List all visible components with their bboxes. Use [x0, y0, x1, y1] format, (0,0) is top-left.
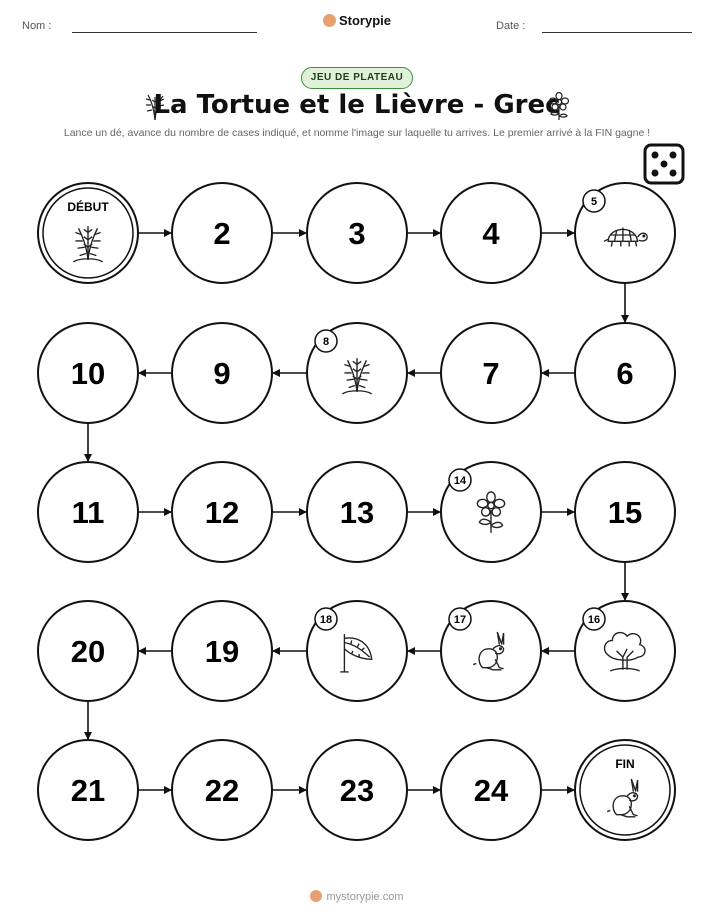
start-label: DÉBUT	[67, 200, 109, 214]
space-circle	[575, 740, 675, 840]
board-space-24[interactable]	[441, 740, 541, 840]
board-space-16[interactable]	[575, 601, 675, 701]
space-number: 14	[453, 475, 467, 487]
board-space-23[interactable]	[307, 740, 407, 840]
board-space-4[interactable]	[441, 183, 541, 283]
space-number: 19	[204, 634, 240, 669]
space-number: 6	[616, 356, 634, 391]
storypie-logo-icon	[310, 890, 322, 902]
space-number: 11	[71, 495, 105, 530]
space-number: 21	[70, 773, 106, 808]
board-space-2[interactable]	[172, 183, 272, 283]
space-number: 16	[587, 614, 601, 626]
board-space-5[interactable]	[575, 183, 675, 283]
board-space-18[interactable]	[307, 601, 407, 701]
board-space-11[interactable]	[38, 462, 138, 562]
board-space-10[interactable]	[38, 323, 138, 423]
board-space-17[interactable]	[441, 601, 541, 701]
space-number: 3	[348, 216, 366, 251]
space-number: 10	[70, 356, 106, 391]
space-number: 15	[607, 495, 643, 530]
space-number: 8	[322, 336, 330, 348]
board-space-12[interactable]	[172, 462, 272, 562]
space-number: 9	[213, 356, 231, 391]
space-number: 13	[339, 495, 375, 530]
space-number: 17	[453, 614, 467, 626]
board-space-1[interactable]	[38, 183, 138, 283]
board-space-15[interactable]	[575, 462, 675, 562]
board-space-9[interactable]	[172, 323, 272, 423]
space-number: 23	[339, 773, 375, 808]
board-space-8[interactable]	[307, 323, 407, 423]
board-space-22[interactable]	[172, 740, 272, 840]
instructions-text: Lance un dé, avance du nombre de cases indiqué, et nomme l'image sur laquelle tu arrives. Le premier arrivé à la FIN gagne !	[63, 127, 651, 139]
end-label: FIN	[615, 757, 635, 771]
space-number: 4	[482, 216, 500, 251]
board-space-19[interactable]	[172, 601, 272, 701]
board-space-6[interactable]	[575, 323, 675, 423]
space-number: 7	[482, 356, 500, 391]
board-space-3[interactable]	[307, 183, 407, 283]
date-label: Date :	[496, 20, 526, 32]
board-space-21[interactable]	[38, 740, 138, 840]
footer	[0, 890, 714, 903]
space-number: 20	[70, 634, 106, 669]
brand-name: Storypie	[338, 13, 391, 28]
space-number: 18	[319, 614, 333, 626]
board-space-14[interactable]	[441, 462, 541, 562]
page-title: La Tortue et le Lièvre - Grec	[153, 90, 561, 120]
board-space-7[interactable]	[441, 323, 541, 423]
name-label: Nom :	[22, 20, 52, 32]
space-number: 2	[213, 216, 231, 251]
game-type-badge: JEU DE PLATEAU	[301, 67, 413, 89]
space-number: 22	[204, 773, 240, 808]
footer-url[interactable]: mystorypie.com	[326, 891, 404, 903]
space-number: 5	[590, 196, 598, 208]
board-space-13[interactable]	[307, 462, 407, 562]
board-space-20[interactable]	[38, 601, 138, 701]
space-number: 12	[204, 495, 240, 530]
board-space-25[interactable]	[575, 740, 675, 840]
space-number: 24	[473, 773, 509, 808]
